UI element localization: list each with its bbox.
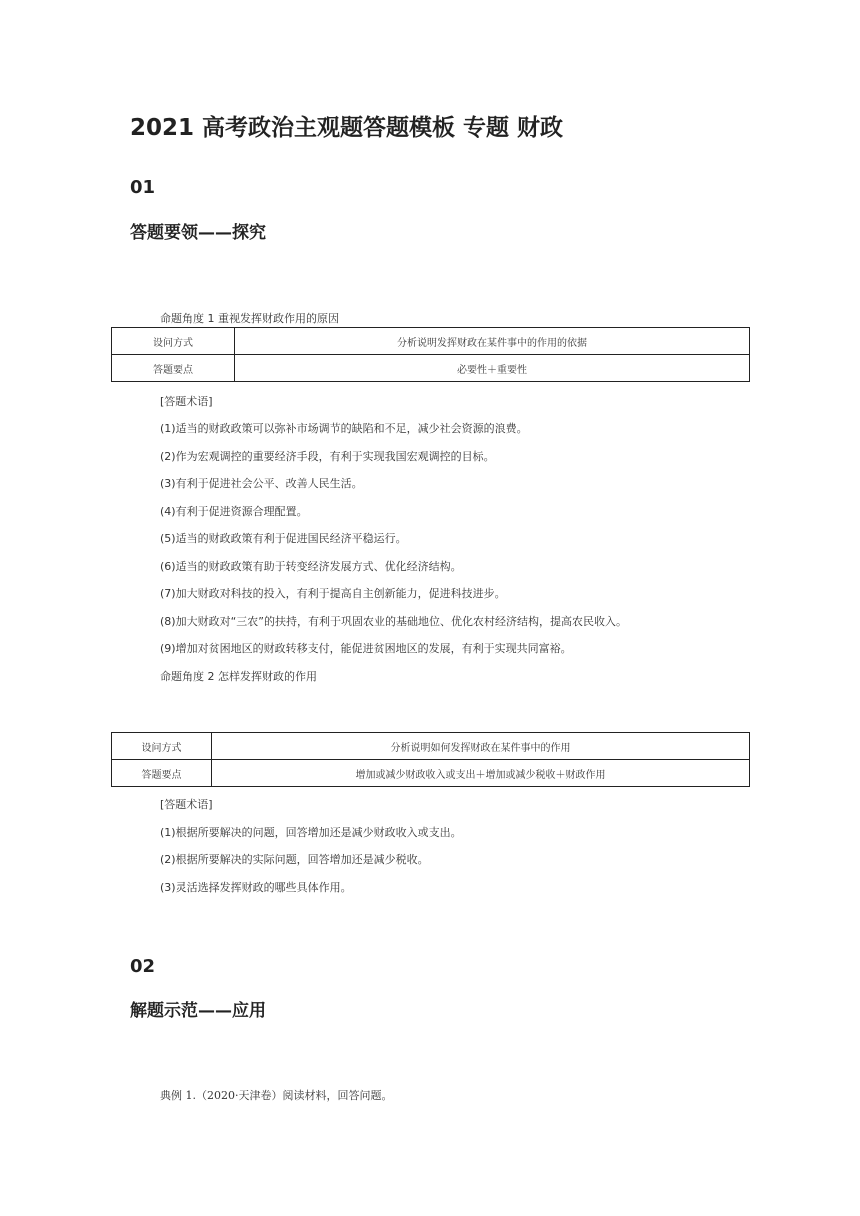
angle-1-table: [111, 327, 750, 382]
terms-label: [答题术语]: [160, 395, 213, 408]
page-title: 2021 高考政治主观题答题模板 专题 财政: [130, 115, 564, 141]
table-cell: 增加或减少财政收入或支出＋增加或减少税收＋财政作用: [212, 760, 750, 787]
section-heading-2: 解题示范——应用: [130, 1001, 266, 1021]
example-question: 典例 1.（2020·天津卷）阅读材料，回答问题。: [160, 1089, 393, 1102]
list-item: (2)根据所要解决的实际问题，回答增加还是减少税收。: [160, 853, 429, 866]
section-heading-1: 答题要领——探究: [130, 223, 266, 243]
angle-1-caption: 命题角度 1 重视发挥财政作用的原因: [160, 312, 339, 325]
table-row: [112, 760, 750, 787]
list-item: (7)加大财政对科技的投入，有利于提高自主创新能力，促进科技进步。: [160, 587, 506, 600]
angle-2-table: [111, 732, 750, 787]
list-item: (1)适当的财政政策可以弥补市场调节的缺陷和不足，减少社会资源的浪费。: [160, 422, 528, 435]
list-item: (6)适当的财政政策有助于转变经济发展方式、优化经济结构。: [160, 560, 462, 573]
table-row: [112, 355, 750, 382]
table-row: [112, 733, 750, 760]
terms-label: [答题术语]: [160, 798, 213, 811]
table-cell: 必要性＋重要性: [235, 355, 750, 382]
list-item: (3)有利于促进社会公平、改善人民生活。: [160, 477, 363, 490]
table-cell: 分析说明发挥财政在某件事中的作用的依据: [235, 328, 750, 355]
section-number-02: 02: [130, 956, 156, 977]
list-item: (5)适当的财政政策有利于促进国民经济平稳运行。: [160, 532, 407, 545]
table-cell: 分析说明如何发挥财政在某件事中的作用: [212, 733, 750, 760]
table-cell: 设问方式: [112, 733, 212, 760]
list-item: (2)作为宏观调控的重要经济手段，有利于实现我国宏观调控的目标。: [160, 450, 495, 463]
list-item: (4)有利于促进资源合理配置。: [160, 505, 308, 518]
list-item: (1)根据所要解决的问题，回答增加还是减少财政收入或支出。: [160, 826, 462, 839]
table-cell: 答题要点: [112, 355, 235, 382]
list-item: (3)灵活选择发挥财政的哪些具体作用。: [160, 881, 352, 894]
list-item: (8)加大财政对“三农”的扶持，有利于巩固农业的基础地位、优化农村经济结构，提高农民收入。: [160, 615, 627, 628]
table-row: [112, 328, 750, 355]
list-item: (9)增加对贫困地区的财政转移支付，能促进贫困地区的发展，有利于实现共同富裕。: [160, 642, 572, 655]
angle-2-caption: 命题角度 2 怎样发挥财政的作用: [160, 670, 317, 683]
table-cell: 答题要点: [112, 760, 212, 787]
table-cell: 设问方式: [112, 328, 235, 355]
section-number-01: 01: [130, 177, 156, 198]
